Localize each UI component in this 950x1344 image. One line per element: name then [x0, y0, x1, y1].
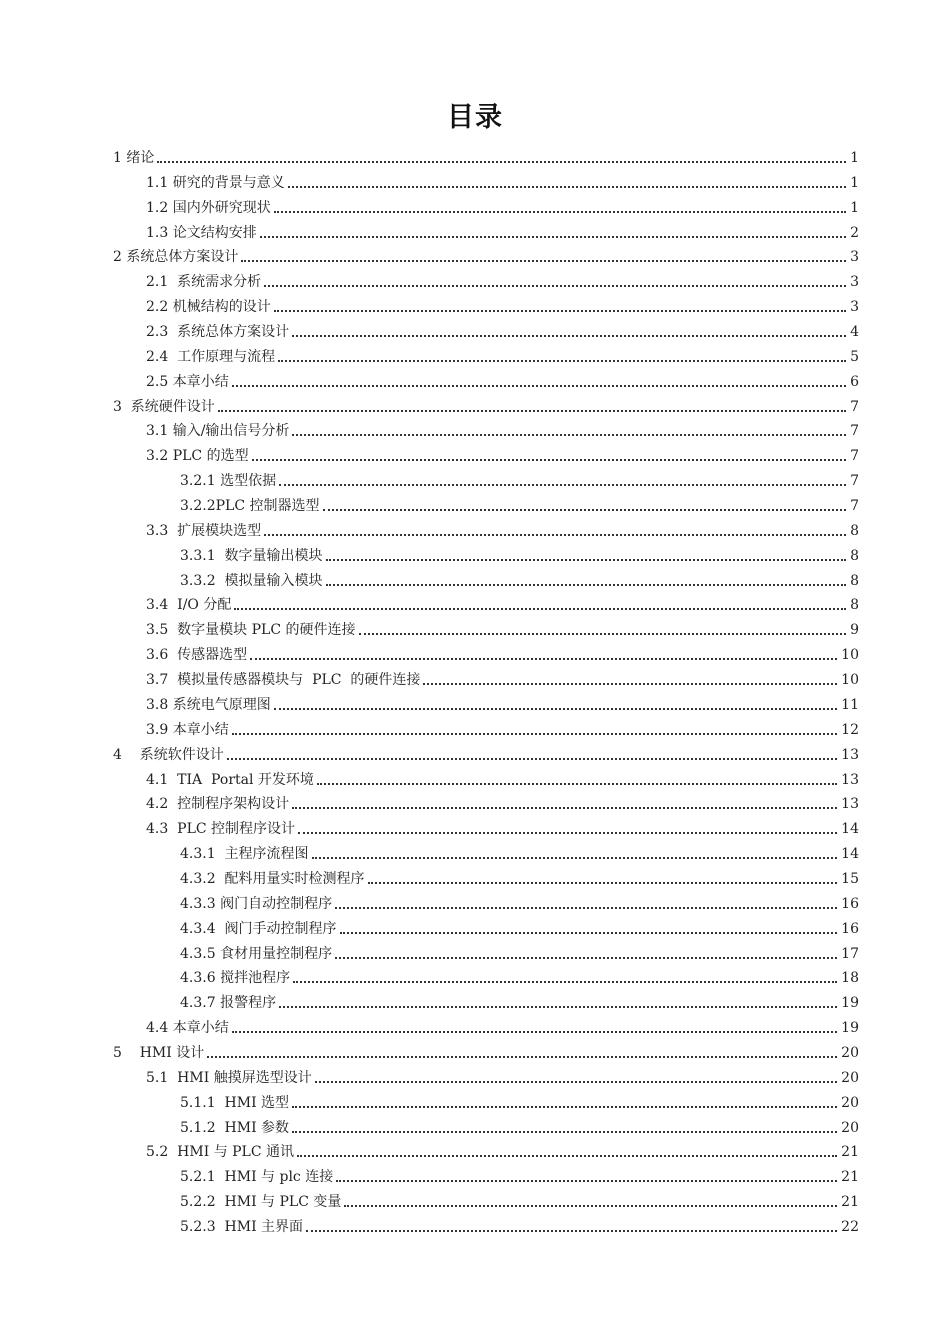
toc-entry-label: 5.2.1 HMI 与 plc 连接: [180, 1169, 334, 1186]
toc-entry-page-number: 8: [850, 547, 859, 564]
toc-entry-page-number: 3: [850, 299, 859, 316]
toc-entry-page-number: 17: [841, 945, 859, 962]
dot-leader: [312, 857, 838, 859]
toc-entry-label: 2.4 工作原理与流程: [146, 348, 276, 365]
toc-entry[interactable]: [180, 1088, 859, 1112]
toc-entry[interactable]: [180, 988, 859, 1012]
toc-entry-label: 5.2 HMI 与 PLC 通讯: [146, 1144, 295, 1161]
toc-entry[interactable]: [146, 168, 859, 192]
dot-leader: [317, 783, 837, 785]
dot-leader: [423, 683, 837, 685]
toc-entry-page-number: 1: [850, 174, 859, 191]
toc-entry-page-number: 18: [841, 970, 859, 987]
toc-entry-label: 1.3 论文结构安排: [146, 224, 257, 241]
toc-entry[interactable]: [113, 1038, 859, 1062]
dot-leader: [306, 1230, 837, 1232]
dot-leader: [264, 534, 846, 536]
toc-entry[interactable]: [146, 292, 859, 316]
toc-entry[interactable]: [180, 1187, 859, 1211]
toc-entry[interactable]: [180, 864, 859, 888]
dot-leader: [250, 658, 837, 660]
dot-leader: [232, 733, 837, 735]
toc-entry-page-number: 5: [850, 348, 859, 365]
toc-entry[interactable]: [180, 1162, 859, 1186]
toc-entry-label: 4.1 TIA Portal 开发环境: [146, 771, 314, 788]
toc-entry[interactable]: [146, 416, 859, 440]
toc-entry-label: 4.2 控制程序架构设计: [146, 796, 290, 813]
dot-leader: [335, 957, 837, 959]
dot-leader: [292, 1106, 837, 1108]
toc-entry[interactable]: [146, 218, 859, 242]
dot-leader: [315, 1081, 837, 1083]
toc-entry-page-number: 13: [841, 746, 859, 763]
toc-entry-label: 3.3 扩展模块选型: [146, 522, 262, 539]
toc-entry-page-number: 6: [850, 373, 859, 390]
toc-entry-page-number: 16: [841, 920, 859, 937]
toc-entry[interactable]: [113, 392, 859, 416]
toc-entry-page-number: 14: [841, 846, 859, 863]
toc-entry-page-number: 3: [850, 274, 859, 291]
toc-entry[interactable]: [180, 566, 859, 590]
toc-entry-page-number: 20: [841, 1069, 859, 1086]
toc-entry[interactable]: [146, 715, 859, 739]
toc-entry-page-number: 21: [841, 1194, 859, 1211]
toc-entry[interactable]: [180, 963, 859, 987]
toc-entry-label: 4.3 PLC 控制程序设计: [146, 821, 296, 838]
dot-leader: [292, 335, 846, 337]
toc-entry-page-number: 13: [841, 771, 859, 788]
dot-leader: [292, 807, 837, 809]
toc-entry-label: 3.6 传感器选型: [146, 647, 248, 664]
toc-entry-page-number: 20: [841, 1094, 859, 1111]
dot-leader: [227, 758, 837, 760]
toc-entry[interactable]: [146, 615, 859, 639]
toc-entry-page-number: 8: [850, 522, 859, 539]
toc-entry-page-number: 9: [850, 622, 859, 639]
toc-entry[interactable]: [113, 143, 859, 167]
toc-entry-label: 2.2 机械结构的设计: [146, 299, 271, 316]
toc-entry-page-number: 20: [841, 1119, 859, 1136]
toc-entry-page-number: 3: [850, 249, 859, 266]
toc-entry-page-number: 21: [841, 1144, 859, 1161]
toc-entry[interactable]: [146, 690, 859, 714]
dot-leader: [323, 509, 847, 511]
toc-entry-page-number: 20: [841, 1044, 859, 1061]
toc-entry[interactable]: [146, 765, 859, 789]
toc-entry-page-number: 7: [850, 448, 859, 465]
dot-leader: [252, 459, 846, 461]
toc-entry-label: 4.4 本章小结: [146, 1020, 229, 1037]
dot-leader: [232, 385, 846, 387]
toc-entry[interactable]: [180, 1113, 859, 1137]
toc-entry-page-number: 7: [850, 473, 859, 490]
dot-leader: [359, 633, 847, 635]
toc-entry-page-number: 15: [841, 870, 859, 887]
toc-entry-label: 5.1 HMI 触摸屏选型设计: [146, 1069, 312, 1086]
dot-leader: [264, 285, 846, 287]
dot-leader: [279, 484, 846, 486]
toc-entry[interactable]: [180, 466, 859, 490]
dot-leader: [274, 708, 837, 710]
toc-entry-page-number: 8: [850, 572, 859, 589]
toc-entry-page-number: 1: [850, 199, 859, 216]
toc-entry-page-number: 7: [850, 423, 859, 440]
toc-entry-page-number: 10: [841, 647, 859, 664]
dot-leader: [326, 559, 847, 561]
toc-entry-label: 4.3.1 主程序流程图: [180, 846, 309, 863]
toc-entry[interactable]: [146, 516, 859, 540]
dot-leader: [340, 932, 838, 934]
toc-entry-page-number: 11: [841, 696, 859, 713]
toc-entry-label: 3.3.1 数字量输出模块: [180, 547, 323, 564]
toc-entry-label: 4.3.2 配料用量实时检测程序: [180, 870, 365, 887]
toc-entry-label: 4.3.4 阀门手动控制程序: [180, 920, 337, 937]
toc-entry-label: 4.3.7 报警程序: [180, 995, 277, 1012]
toc-entry[interactable]: [146, 1013, 859, 1037]
toc-entry-page-number: 16: [841, 895, 859, 912]
toc-entry[interactable]: [146, 441, 859, 465]
toc-entry-page-number: 7: [850, 398, 859, 415]
toc-entry[interactable]: [180, 939, 859, 963]
toc-entry-label: 1.1 研究的背景与意义: [146, 174, 285, 191]
dot-leader: [278, 360, 846, 362]
toc-entry[interactable]: [146, 267, 859, 291]
toc-entry-page-number: 22: [841, 1218, 859, 1235]
toc-entry-label: 4.3.6 搅拌池程序: [180, 970, 291, 987]
dot-leader: [274, 211, 846, 213]
toc-entry[interactable]: [146, 317, 859, 341]
toc-entry[interactable]: [146, 193, 859, 217]
dot-leader: [274, 310, 846, 312]
dot-leader: [288, 186, 846, 188]
toc-entry-label: 3.7 模拟量传感器模块与 PLC 的硬件连接: [146, 672, 421, 689]
toc-entry-label: 5.1.1 HMI 选型: [180, 1094, 290, 1111]
dot-leader: [344, 1205, 837, 1207]
dot-leader: [336, 1180, 837, 1182]
toc-entry[interactable]: [180, 889, 859, 913]
dot-leader: [298, 832, 837, 834]
toc-entry-label: 2.3 系统总体方案设计: [146, 324, 290, 341]
dot-leader: [234, 608, 846, 610]
toc-entry-label: 4.3.3 阀门自动控制程序: [180, 895, 333, 912]
toc-entry-label: 3 系统硬件设计: [113, 398, 215, 415]
dot-leader: [218, 410, 846, 412]
toc-entry-label: 3.9 本章小结: [146, 721, 229, 738]
toc-entry-label: 2.5 本章小结: [146, 373, 229, 390]
dot-leader: [368, 882, 838, 884]
dot-leader: [297, 1155, 837, 1157]
toc-entry-label: 3.3.2 模拟量输入模块: [180, 572, 323, 589]
page-title: 目录: [447, 102, 503, 133]
toc-entry-label: 3.2.2PLC 控制器选型: [180, 498, 320, 515]
toc-entry[interactable]: [146, 1137, 859, 1161]
toc-entry-label: 4 系统软件设计: [113, 746, 224, 763]
toc-entry-page-number: 12: [841, 721, 859, 738]
toc-entry[interactable]: [180, 839, 859, 863]
toc-entry-page-number: 4: [850, 324, 859, 341]
toc-entry-page-number: 13: [841, 796, 859, 813]
toc-entry[interactable]: [146, 590, 859, 614]
toc-entry[interactable]: [146, 814, 859, 838]
dot-leader: [157, 161, 846, 163]
toc-entry-label: 2.1 系统需求分析: [146, 274, 262, 291]
toc-entry[interactable]: [146, 640, 859, 664]
toc-entry-page-number: 2: [850, 224, 859, 241]
toc-entry[interactable]: [180, 914, 859, 938]
dot-leader: [279, 1006, 837, 1008]
toc-entry[interactable]: [146, 1063, 859, 1087]
toc-entry[interactable]: [146, 367, 859, 391]
toc-entry-label: 5.2.3 HMI 主界面: [180, 1218, 304, 1235]
dot-leader: [292, 434, 846, 436]
dot-leader: [241, 260, 846, 262]
toc-entry[interactable]: [146, 789, 859, 813]
toc-entry[interactable]: [180, 491, 859, 515]
toc-entry-page-number: 8: [850, 597, 859, 614]
toc-entry-label: 3.4 I/O 分配: [146, 597, 232, 614]
toc-entry-label: 2 系统总体方案设计: [113, 249, 239, 266]
toc-entry-label: 5.2.2 HMI 与 PLC 变量: [180, 1194, 342, 1211]
toc-entry-label: 4.3.5 食材用量控制程序: [180, 945, 333, 962]
toc-entry[interactable]: [146, 665, 859, 689]
toc-entry-page-number: 1: [850, 150, 859, 166]
toc-entry-label: 5.1.2 HMI 参数: [180, 1119, 290, 1136]
toc-entry[interactable]: [180, 541, 859, 565]
dot-leader: [292, 1131, 837, 1133]
toc-entry-label: 3.8 系统电气原理图: [146, 696, 271, 713]
toc-entry-page-number: 10: [841, 672, 859, 689]
toc-entry[interactable]: [146, 342, 859, 366]
toc-entry[interactable]: [113, 740, 859, 764]
dot-leader: [326, 584, 847, 586]
dot-leader: [260, 236, 846, 238]
toc-entry-page-number: 7: [850, 498, 859, 515]
dot-leader: [293, 981, 837, 983]
toc-entry-label: 1.2 国内外研究现状: [146, 199, 271, 216]
toc-entry-page-number: 19: [841, 1020, 859, 1037]
toc-entry-label: 5 HMI 设计: [113, 1044, 205, 1061]
toc-entry-label: 3.2.1 选型依据: [180, 473, 277, 490]
toc-entry-page-number: 14: [841, 821, 859, 838]
dot-leader: [232, 1031, 837, 1033]
toc-entry-page-number: 21: [841, 1169, 859, 1186]
toc-entry[interactable]: [180, 1212, 859, 1236]
dot-leader: [335, 907, 837, 909]
dot-leader: [207, 1056, 837, 1058]
toc-entry[interactable]: [113, 242, 859, 266]
toc-entry-label: 3.5 数字量模块 PLC 的硬件连接: [146, 622, 356, 639]
toc-entry-page-number: 19: [841, 995, 859, 1012]
toc-entry-label: 3.1 输入/输出信号分析: [146, 423, 290, 440]
toc-entry-label: 1 绪论: [113, 150, 155, 166]
toc-entry-label: 3.2 PLC 的选型: [146, 448, 249, 465]
